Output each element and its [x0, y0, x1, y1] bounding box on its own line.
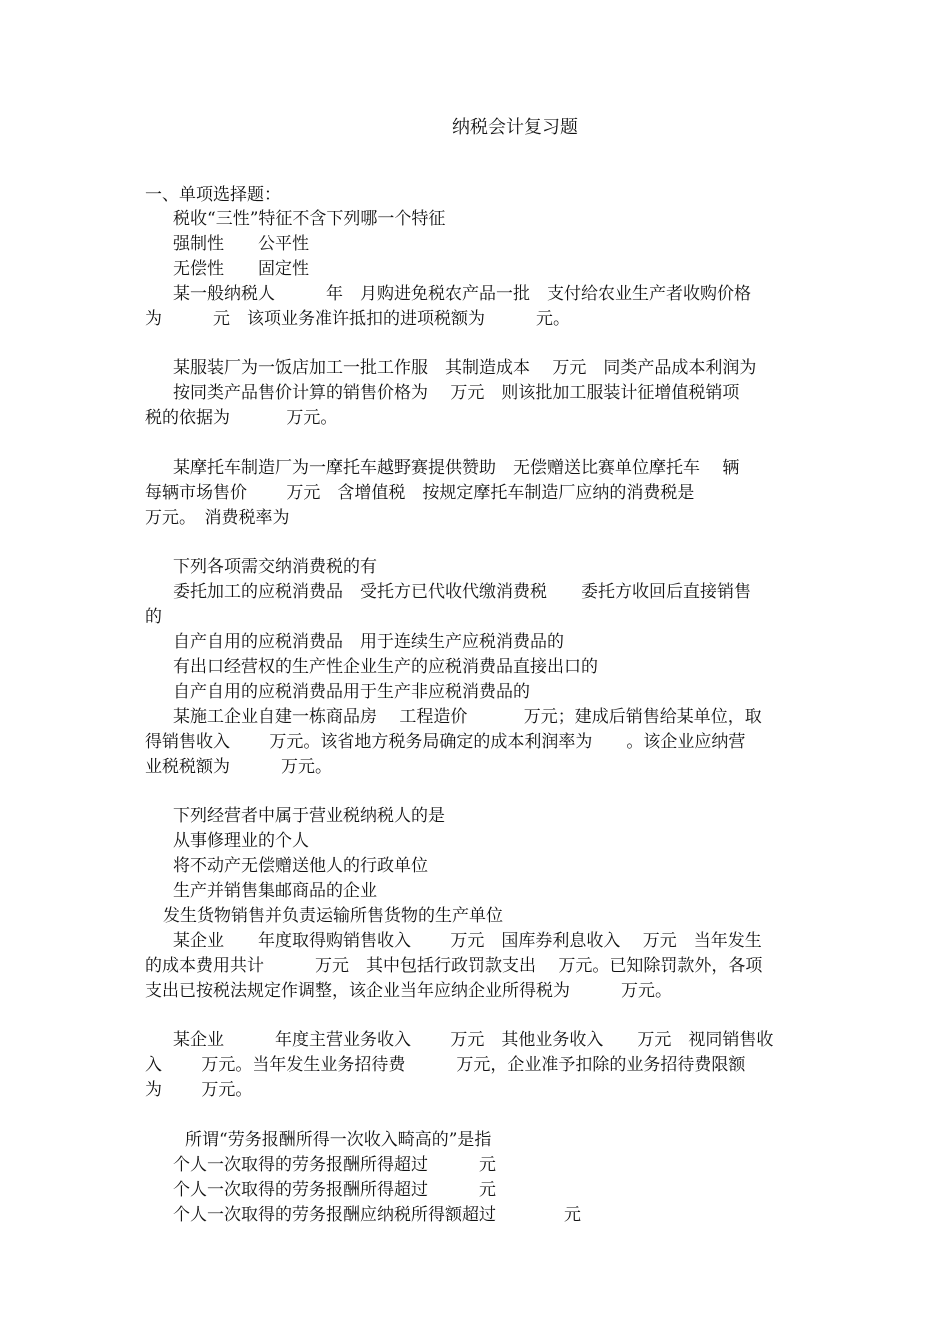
text-line: 某服装厂为一饭店加工一批工作服 其制造成本 万元 同类产品成本利润为 — [173, 358, 757, 378]
text-line: 从事修理业的个人 — [173, 831, 309, 851]
text-line: 无偿性 固定性 — [173, 259, 309, 279]
text-line: 发生货物销售并负责运输所售货物的生产单位 — [163, 906, 503, 926]
text-line: 将不动产无偿赠送他人的行政单位 — [173, 856, 428, 876]
text-line: 某企业 年度取得购销售收入 万元 国库券利息收入 万元 当年发生 — [173, 931, 762, 951]
text-line: 下列各项需交纳消费税的有 — [173, 557, 377, 577]
text-line: 委托加工的应税消费品 受托方已代收代缴消费税 委托方收回后直接销售 — [173, 582, 751, 602]
text-line: 个人一次取得的劳务报酬应纳税所得额超过 元 — [173, 1205, 581, 1225]
text-line: 得销售收入 万元。该省地方税务局确定的成本利润率为 。该企业应纳营 — [145, 732, 746, 752]
text-line: 生产并销售集邮商品的企业 — [173, 881, 377, 901]
section-heading: 一、单项选择题： — [145, 185, 281, 205]
text-line: 有出口经营权的生产性企业生产的应税消费品直接出口的 — [173, 657, 598, 677]
text-line: 下列经营者中属于营业税纳税人的是 — [173, 806, 445, 826]
text-line: 个人一次取得的劳务报酬所得超过 元 — [173, 1155, 496, 1175]
text-line: 按同类产品售价计算的销售价格为 万元 则该批加工服装计征增值税销项 — [173, 383, 740, 403]
text-line: 为 元 该项业务准许抵扣的进项税额为 元。 — [145, 309, 570, 329]
text-line: 支出已按税法规定作调整，该企业当年应纳企业所得税为 万元。 — [145, 981, 672, 1001]
text-line: 的 — [145, 607, 162, 627]
text-line: 自产自用的应税消费品用于生产非应税消费品的 — [173, 682, 530, 702]
text-line: 入 万元。当年发生业务招待费 万元，企业准予扣除的业务招待费限额 — [145, 1055, 746, 1075]
text-line: 个人一次取得的劳务报酬所得超过 元 — [173, 1180, 496, 1200]
document-title: 纳税会计复习题 — [452, 117, 578, 138]
text-line: 业税税额为 万元。 — [145, 757, 332, 777]
text-line: 税的依据为 万元。 — [145, 408, 338, 428]
text-line: 所谓“劳务报酬所得一次收入畸高的”是指 — [185, 1130, 492, 1150]
text-line: 万元。 消费税率为 — [145, 508, 290, 528]
text-line: 某摩托车制造厂为一摩托车越野赛提供赞助 无偿赠送比赛单位摩托车 辆 — [173, 458, 740, 478]
text-line: 强制性 公平性 — [173, 234, 309, 254]
text-line: 某一般纳税人 年 月购进免税农产品一批 支付给农业生产者收购价格 — [173, 284, 751, 304]
text-line: 税收“三性”特征不含下列哪一个特征 — [173, 209, 446, 229]
text-line: 的成本费用共计 万元 其中包括行政罚款支出 万元。已知除罚款外，各项 — [145, 956, 763, 976]
text-line: 为 万元。 — [145, 1080, 253, 1100]
text-line: 某施工企业自建一栋商品房 工程造价 万元；建成后销售给某单位，取 — [173, 707, 762, 727]
text-line: 某企业 年度主营业务收入 万元 其他业务收入 万元 视同销售收 — [173, 1030, 774, 1050]
text-line: 每辆市场售价 万元 含增值税 按规定摩托车制造厂应纳的消费税是 — [145, 483, 695, 503]
text-line: 自产自用的应税消费品 用于连续生产应税消费品的 — [173, 632, 564, 652]
